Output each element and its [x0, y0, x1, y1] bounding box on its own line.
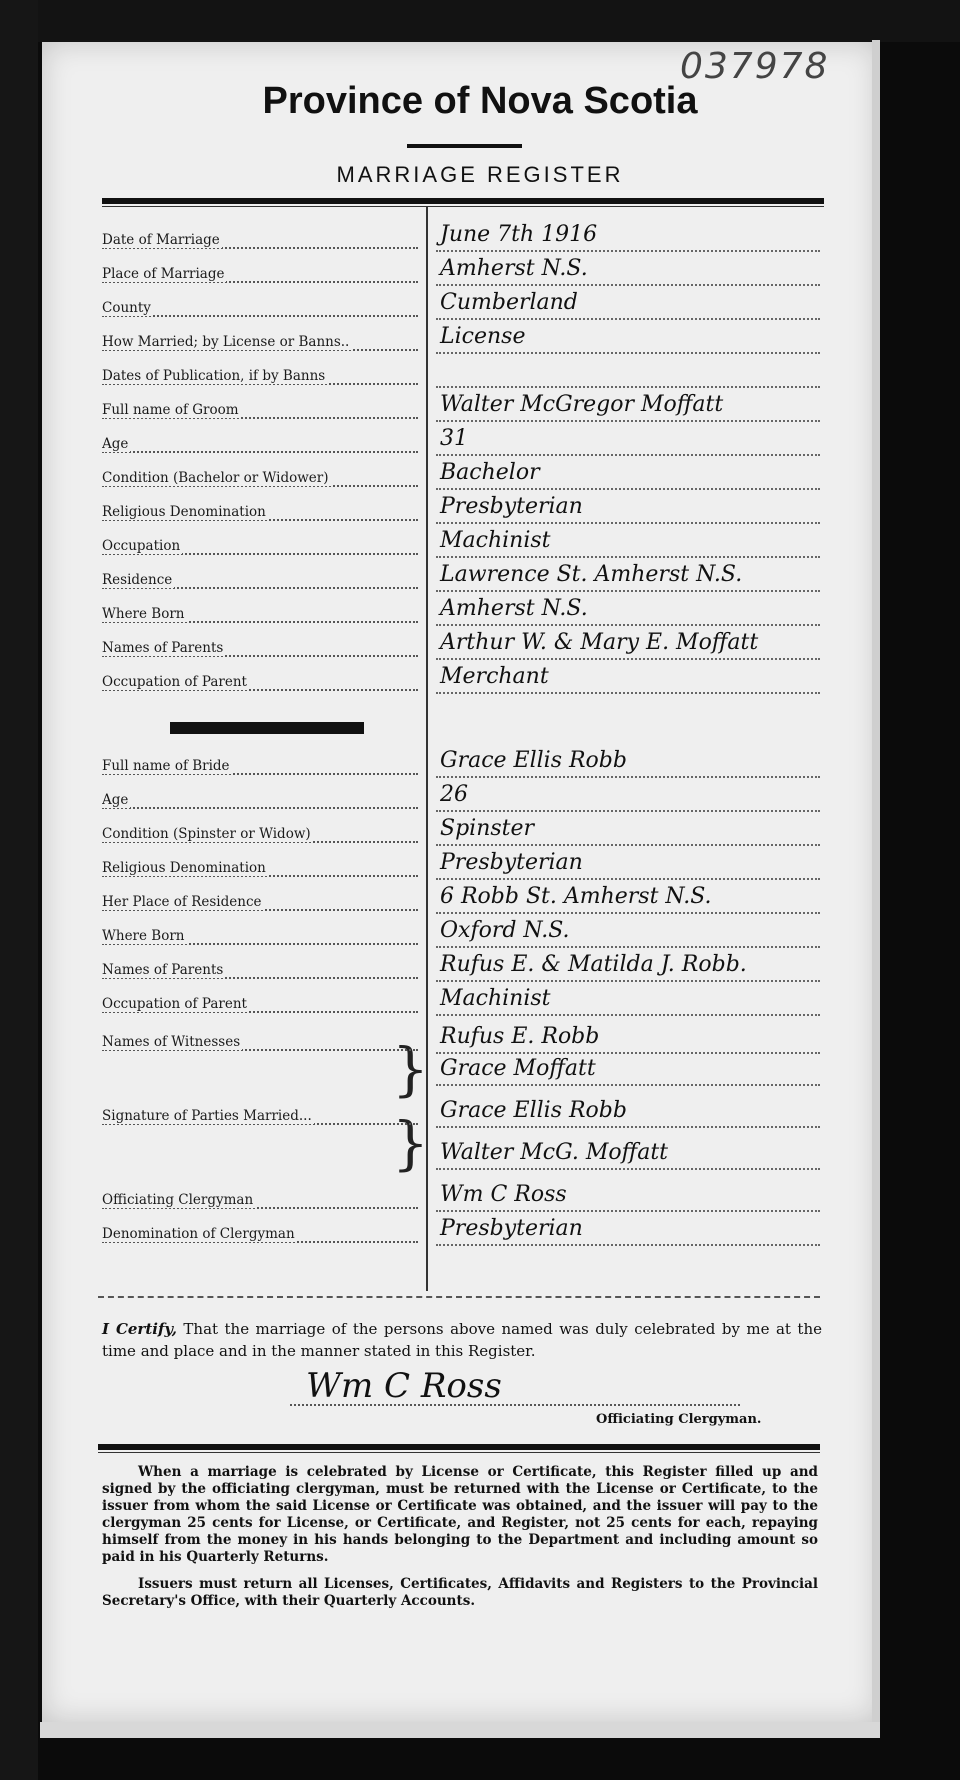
field-label-text: Where Born — [102, 928, 185, 944]
field-label — [102, 334, 420, 356]
field-value-handwritten: Rufus E. & Matilda J. Robb. — [440, 952, 747, 977]
field-label — [102, 758, 420, 780]
field-value-line — [436, 1210, 820, 1212]
field-label-text: Religious Denomination — [102, 860, 266, 876]
field-label — [102, 962, 420, 984]
field-value-handwritten: Rufus E. Robb — [440, 1024, 600, 1049]
certify-lead: I Certify, — [102, 1320, 177, 1338]
field-label-text: Age — [102, 792, 129, 808]
field-value-line — [436, 556, 820, 558]
field-value-handwritten: Presbyterian — [440, 1216, 583, 1241]
field-value-handwritten: Spinster — [440, 816, 535, 841]
field-value-handwritten: Cumberland — [440, 290, 578, 315]
field-label — [102, 860, 420, 882]
field-label-text: Occupation — [102, 538, 181, 554]
field-label — [102, 894, 420, 916]
field-value-handwritten: Merchant — [440, 664, 549, 689]
certify-text: That the marriage of the persons above named was duly celebrated by me at the time and place and in the manner stated in this Register. — [102, 1320, 822, 1360]
instructions-notice — [102, 1464, 818, 1620]
field-label-text: Names of Parents — [102, 640, 224, 656]
field-value-line — [436, 1244, 820, 1246]
field-value-handwritten: Walter McGregor Moffatt — [440, 392, 724, 417]
field-label — [102, 826, 420, 848]
field-value-handwritten: License — [440, 324, 526, 349]
notice-paragraph-2: Issuers must return all Licenses, Certificates, Affidavits and Registers to the Provincial Secretary's Office, with their Quarterly Accounts. — [102, 1576, 818, 1609]
field-label-text: Occupation of Parent — [102, 674, 247, 690]
sheet-edge — [872, 40, 880, 1730]
field-label — [102, 470, 420, 492]
field-value-line — [436, 776, 820, 778]
clergyman-signature: Wm C Ross — [306, 1366, 502, 1406]
field-label-text: County — [102, 300, 151, 316]
field-value-handwritten: Oxford N.S. — [440, 918, 570, 943]
field-value-line — [436, 590, 820, 592]
field-label — [102, 1108, 420, 1130]
header-rule-thin — [102, 206, 824, 207]
field-value-line — [436, 980, 820, 982]
field-label — [102, 538, 420, 560]
field-value-line — [436, 284, 820, 286]
field-value-line — [436, 912, 820, 914]
field-value-line — [436, 250, 820, 252]
field-value-line — [436, 488, 820, 490]
signature-line — [290, 1404, 740, 1406]
field-label-text: Officiating Clergyman — [102, 1192, 254, 1208]
notice-text-b: repaying himself from the money in his hands belonging to the Department and including amount so paid in his Quarterly Returns. — [102, 1515, 818, 1565]
field-label — [102, 996, 420, 1018]
field-value-line — [436, 658, 820, 660]
field-value-handwritten: Amherst N.S. — [440, 596, 588, 621]
field-value-line — [436, 946, 820, 948]
document-title: Province of Nova Scotia — [262, 80, 698, 122]
field-label-text: Full name of Groom — [102, 402, 239, 418]
field-label-text: Denomination of Clergyman — [102, 1226, 295, 1242]
field-label-text: How Married; by License or Banns.. — [102, 334, 350, 350]
field-label — [102, 792, 420, 814]
paper-fold — [40, 1722, 880, 1738]
document-subtitle: MARRIAGE REGISTER — [336, 162, 624, 187]
signatures-brace: } — [392, 1109, 429, 1177]
witnesses-brace: } — [392, 1035, 429, 1103]
field-value-handwritten: 26 — [440, 782, 468, 807]
footer-rule-thin — [98, 1452, 820, 1453]
scan-border-top — [0, 0, 960, 42]
field-value-line — [436, 1052, 820, 1054]
serial-number: 037978 — [680, 46, 830, 87]
field-label — [102, 436, 420, 458]
field-value-line — [436, 420, 820, 422]
field-value-line — [436, 1014, 820, 1016]
field-value-handwritten: 31 — [440, 426, 468, 451]
field-value-handwritten: Machinist — [440, 528, 551, 553]
field-value-line — [436, 1168, 820, 1170]
groom-bride-separator — [170, 722, 364, 734]
field-value-line — [436, 352, 820, 354]
field-label-text: Names of Parents — [102, 962, 224, 978]
field-label — [102, 1192, 420, 1214]
field-value-handwritten: Wm C Ross — [440, 1182, 567, 1207]
field-value-handwritten: Grace Ellis Robb — [440, 748, 627, 773]
field-value-handwritten: Lawrence St. Amherst N.S. — [440, 562, 743, 587]
field-value-handwritten: June 7th 1916 — [440, 222, 598, 247]
notice-text-strong: not 25 cents for each, — [575, 1515, 746, 1531]
field-value-line — [436, 810, 820, 812]
field-label-text: Residence — [102, 572, 173, 588]
field-label-text: Date of Marriage — [102, 232, 220, 248]
scan-border-left — [0, 0, 38, 1780]
field-label-text: Religious Denomination — [102, 504, 266, 520]
field-label-text: Place of Marriage — [102, 266, 225, 282]
field-value-line — [436, 878, 820, 880]
field-value-handwritten: Arthur W. & Mary E. Moffatt — [440, 630, 759, 655]
notice-paragraph-1 — [102, 1464, 818, 1566]
field-label-text: Dates of Publication, if by Banns — [102, 368, 326, 384]
field-label — [102, 640, 420, 662]
field-value-handwritten: Walter McG. Moffatt — [440, 1140, 669, 1165]
field-value-handwritten: Machinist — [440, 986, 551, 1011]
field-value-handwritten: Amherst N.S. — [440, 256, 588, 281]
field-label — [102, 402, 420, 424]
signature-caption: Officiating Clergyman. — [596, 1412, 762, 1427]
field-value-line — [436, 522, 820, 524]
field-label — [102, 266, 420, 288]
field-label-text: Age — [102, 436, 129, 452]
header-rule — [102, 198, 824, 204]
field-label-text: Where Born — [102, 606, 185, 622]
field-value-line — [436, 454, 820, 456]
field-label — [102, 928, 420, 950]
field-label — [102, 300, 420, 322]
field-value-handwritten: Presbyterian — [440, 494, 583, 519]
field-value-line — [436, 624, 820, 626]
field-label-text: Signature of Parties Married... — [102, 1108, 312, 1124]
field-label — [102, 368, 420, 390]
field-value-line — [436, 318, 820, 320]
field-value-handwritten: Bachelor — [440, 460, 540, 485]
field-value-line — [436, 844, 820, 846]
field-label — [102, 232, 420, 254]
field-label — [102, 504, 420, 526]
field-label-text: Condition (Spinster or Widow) — [102, 826, 311, 842]
field-value-line — [436, 692, 820, 694]
field-label — [102, 1226, 420, 1248]
notice-text-a: When a marriage is celebrated by License or Certificate, this Register filled up and signed by the officiating clergyman, must be returned with the License or Certificate, to the issuer from whom the said License or Certificate was obtained, and the issuer will pay to the clergyman 25 cents for License, or Certificate, and Register, — [102, 1464, 818, 1531]
field-value-handwritten: Presbyterian — [440, 850, 583, 875]
field-label-text: Her Place of Residence — [102, 894, 262, 910]
field-label-text: Full name of Bride — [102, 758, 230, 774]
field-value-line — [436, 1084, 820, 1086]
field-label-text: Names of Witnesses — [102, 1034, 241, 1050]
certify-statement — [102, 1318, 822, 1362]
field-value-line — [436, 1126, 820, 1128]
footer-rule — [98, 1444, 820, 1450]
field-label-text: Occupation of Parent — [102, 996, 247, 1012]
field-label — [102, 572, 420, 594]
field-label — [102, 674, 420, 696]
field-label — [102, 606, 420, 628]
title-rule — [407, 144, 522, 148]
field-value-handwritten: 6 Robb St. Amherst N.S. — [440, 884, 712, 909]
field-label — [102, 1034, 420, 1056]
field-label-text: Condition (Bachelor or Widower) — [102, 470, 329, 486]
field-value-handwritten: Grace Ellis Robb — [440, 1098, 627, 1123]
certify-rule — [98, 1296, 820, 1298]
field-value-handwritten: Grace Moffatt — [440, 1056, 596, 1081]
field-value-line — [436, 386, 820, 388]
